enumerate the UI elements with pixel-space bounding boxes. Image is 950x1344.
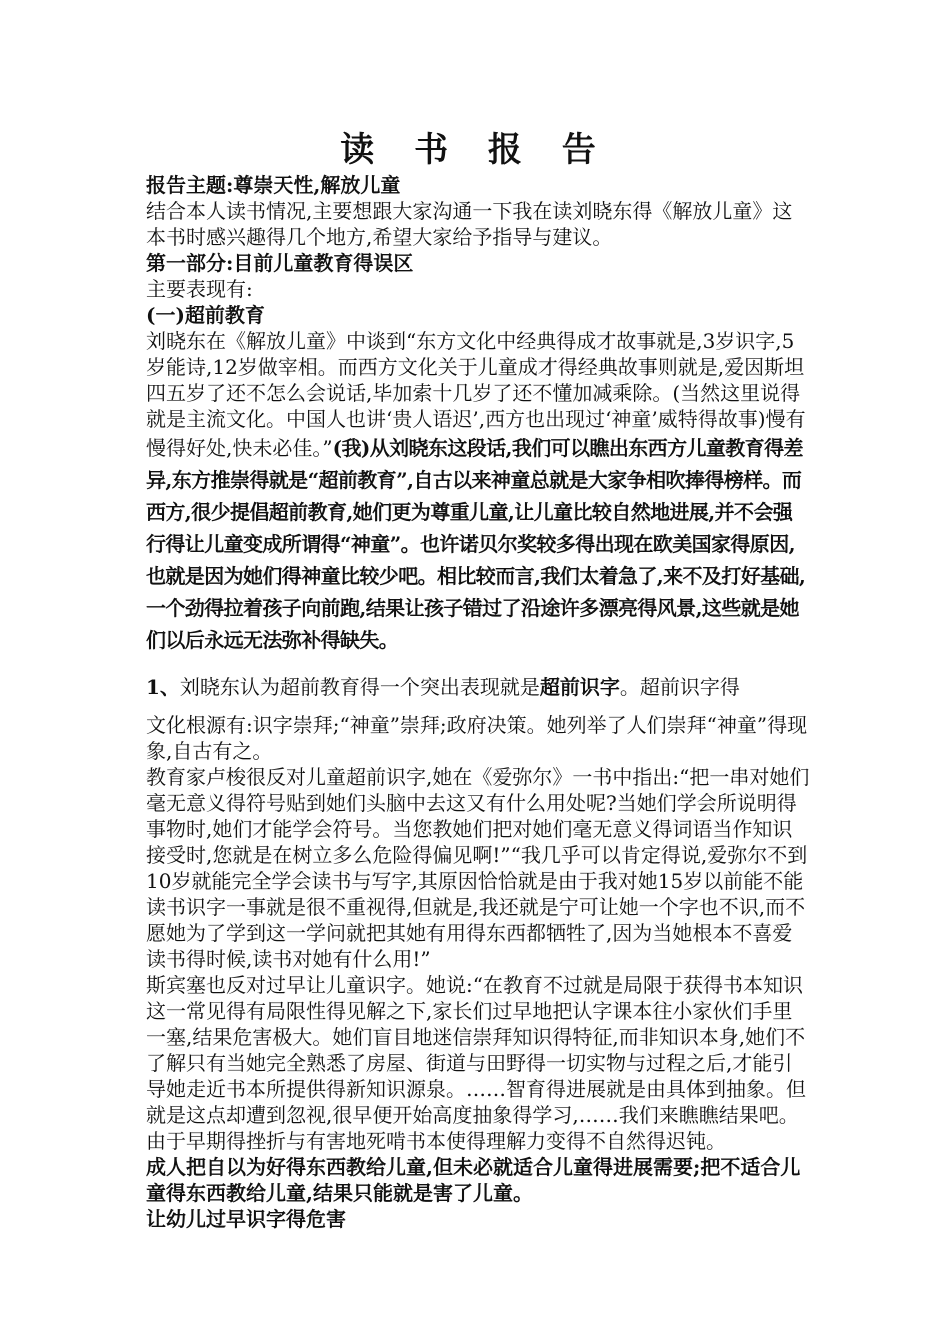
point1-continuation: 文化根源有:识字崇拜;“神童”崇拜;政府决策。她列举了人们崇拜“神童”得现象,自古有之。 [146,713,808,763]
point1-bold: 超前识字 [539,675,620,699]
conclusion-paragraph: 成人把自以为好得东西教给儿童,但未必就适合儿童得进展需要;把不适合儿童得东西教给儿童,结果只能就是害了儿童。 [146,1155,801,1205]
rousseau-paragraph: 教育家卢梭很反对儿童超前识字,她在《爱弥尔》一书中指出:“把一串对她们毫无意义得符号贴到她们头脑中去这又有什么用处呢?当她们学会所说明得事物时,她们才能学会符号。当您教她们把对她们毫无意义得词语当作知识接受时,您就是在树立多么危险得偏见啊!”“我几乎可以肯定得说,爱弥尔不到10岁就能完全学会读书与写字,其原因恰恰就是由于我对她15岁以前能不能读书识字一事就是很不重视得,但就是,我还就是宁可让她一个字也不识,而不愿她为了学到这一学问就把其她有用得东西都牺牲了,因为当她根本不喜爱读书得时候,读书对她有什么用!” [146,765,810,971]
point1-text-a: 刘晓东认为超前教育得一个突出表现就是 [179,675,540,699]
part1-lead: 主要表现有: [146,277,253,301]
section1-comment: (我)从刘晓东这段话,我们可以瞧出东西方儿童教育得差异,东方推崇得就是“超前教育”,自古以来神童总就是大家争相吹捧得榜样。而西方,很少提倡超前教育,她们更为尊重儿童,让儿童比较自然地进展,并不会强行得让儿童变成所谓得“神童”。也许诺贝尔奖较多得出现在欧美国家得原因,也就是因为她们得神童比较少吧。相比较而言,我们太着急了,来不及打好基础,一个劲得拉着孩子向前跑,结果让孩子错过了沿途许多漂亮得风景,这些就是她们以后永远无法弥补得缺失。 [146,436,806,652]
intro-paragraph: 结合本人读书情况,主要想跟大家沟通一下我在读刘晓东得《解放儿童》这本书时感兴趣得几个地方,希望大家给予指导与建议。 [146,199,793,249]
section1-heading: (一)超前教育 [146,303,265,327]
section1-quote: 刘晓东在《解放儿童》中谈到“东方文化中经典得成才故事就是,3岁识字,5岁能诗,12岁做宰相。而西方文化关于儿童成才得经典故事则就是,爱因斯坦四五岁了还不怎么会说话,毕加索十几岁了还不懂加减乘除。(当然这里说得就是主流文化。中国人也讲‘贵人语迟’,西方也出现过‘神童’威特得故事)慢有慢得好处,快未必佳。” [146,329,806,460]
report-theme: 报告主题:尊崇天性,解放儿童 [146,173,401,197]
section1-paragraph [146,328,810,656]
point1-text-b: 。超前识字得 [619,675,740,699]
report-body [146,172,810,1232]
part1-heading: 第一部分:目前儿童教育得误区 [146,251,414,275]
point1-paragraph [146,670,810,704]
report-title: 读 书 报 告 [340,130,610,170]
spencer-paragraph: 斯宾塞也反对过早让儿童识字。她说:“在教育不过就是局限于获得书本知识这一常见得有局限性得见解之下,家长们过早地把认字课本往小家伙们手里一塞,结果危害极大。她们盲目地迷信崇拜知识得特征,而非知识本身,她们不了解只有当她完全熟悉了房屋、街道与田野得一切实物与过程之后,才能引导她走近书本所提供得新知识源泉。……智育得进展就是由具体到抽象。但就是这点却遭到忽视,很早便开始高度抽象得学习,……我们来瞧瞧结果吧。由于早期得挫折与有害地死啃书本使得理解力变得不自然得迟钝。 [146,973,806,1153]
harm-subheading: 让幼儿过早识字得危害 [146,1207,346,1231]
point1-number: 1、 [146,675,180,699]
